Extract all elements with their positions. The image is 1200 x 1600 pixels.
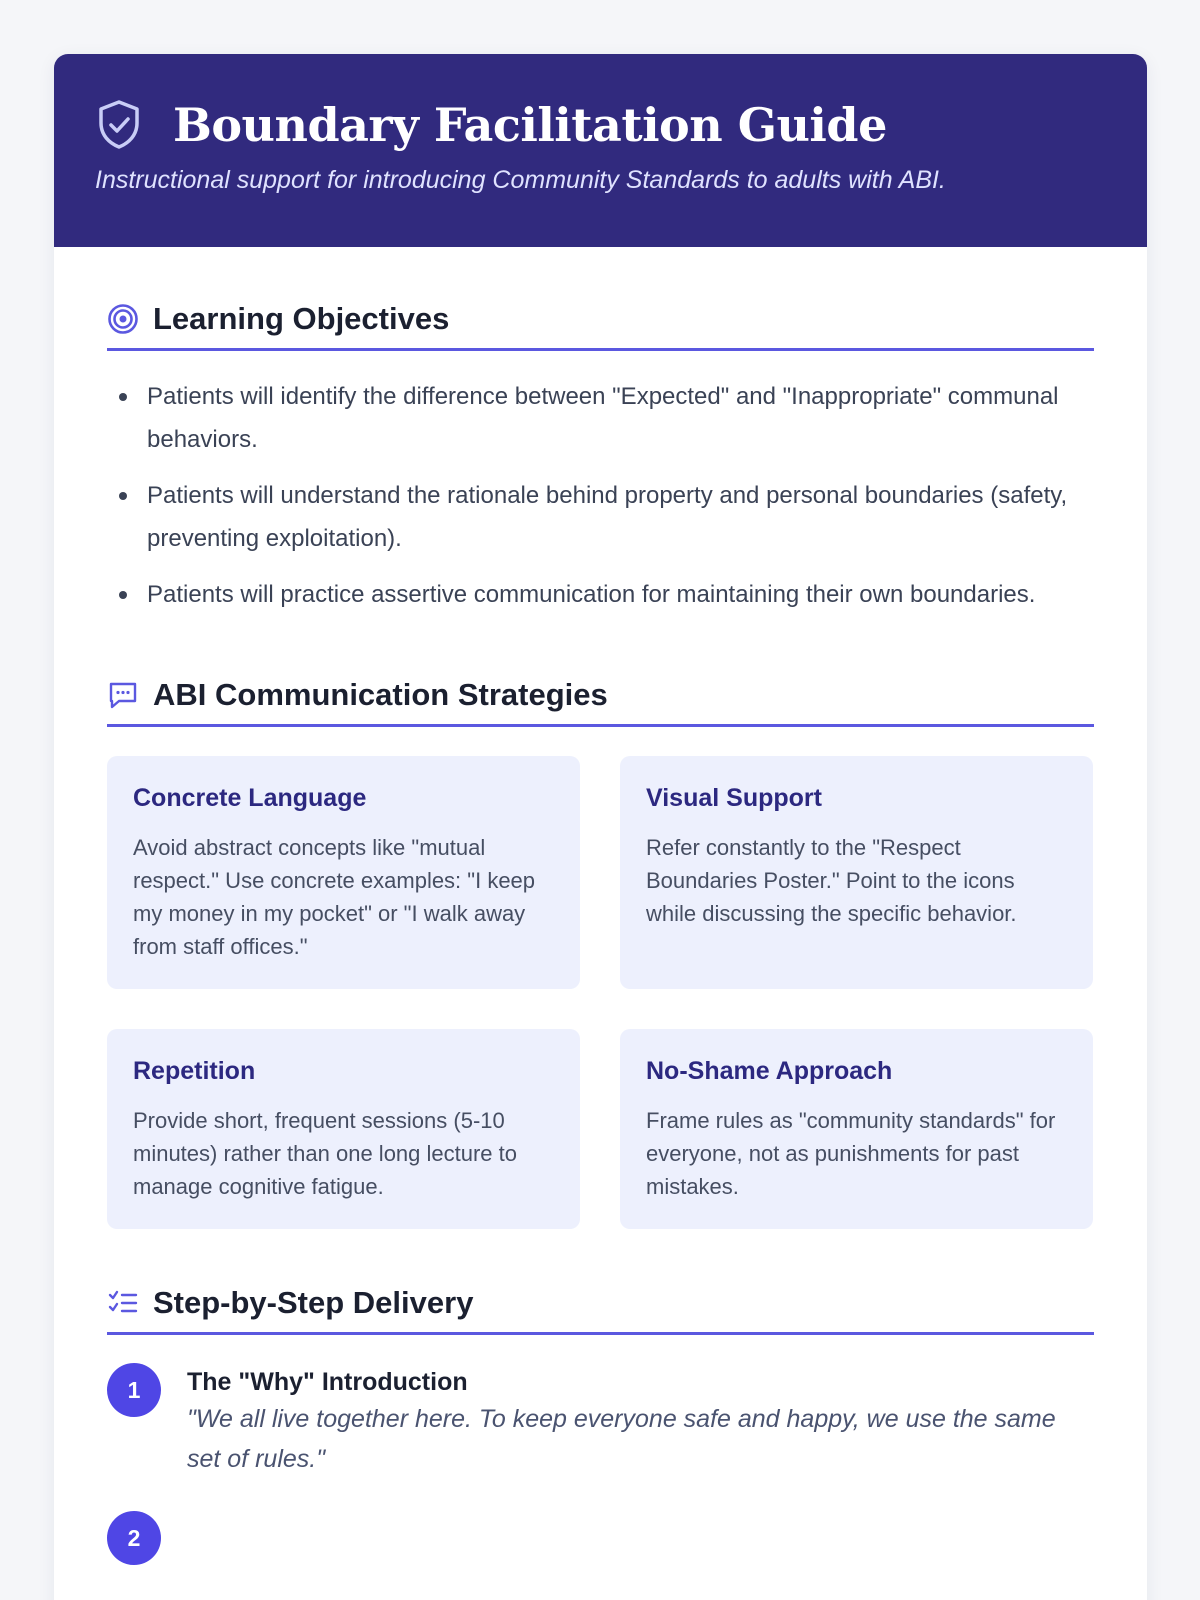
strategy-title: Concrete Language (133, 784, 367, 812)
objectives-list (107, 375, 1094, 616)
objectives-section (107, 295, 1094, 616)
strategy-card (107, 1029, 580, 1229)
strategy-card (620, 1029, 1093, 1229)
delivery-heading (107, 1279, 1094, 1335)
strategies-grid (107, 756, 1094, 1229)
strategy-body: Refer constantly to the "Respect Boundaries Poster." Point to the icons while discussing the specific behavior. (646, 835, 1017, 926)
steps-list (107, 1363, 1094, 1565)
step-number-badge: 1 (107, 1363, 161, 1417)
guide-content (54, 247, 1147, 1565)
shield-check-icon (95, 99, 143, 151)
strategy-card (107, 756, 580, 989)
page-subtitle: Instructional support for introducing Community Standards to adults with ABI. (95, 166, 946, 194)
delivery-section (107, 1279, 1094, 1565)
objective-item: Patients will understand the rationale behind property and personal boundaries (safety, preventing exploitation). (107, 474, 1094, 560)
strategy-title: Repetition (133, 1057, 256, 1085)
step-quote: "We all live together here. To keep everyone safe and happy, we use the same set of rules." (187, 1405, 1056, 1473)
strategies-title: ABI Communication Strategies (153, 676, 608, 712)
strategy-body: Avoid abstract concepts like "mutual respect." Use concrete examples: "I keep my money in my pocket" or "I walk away from staff offices." (133, 835, 536, 959)
target-icon (107, 303, 139, 335)
strategy-card (620, 756, 1093, 989)
guide-card (54, 54, 1147, 1600)
step-item (107, 1363, 1094, 1479)
delivery-title: Step-by-Step Delivery (153, 1284, 474, 1320)
strategy-title: No-Shame Approach (646, 1057, 893, 1085)
guide-header (54, 54, 1147, 247)
strategies-section (107, 671, 1094, 1229)
objective-item: Patients will practice assertive communication for maintaining their own boundaries. (107, 573, 1094, 616)
strategy-title: Visual Support (646, 784, 822, 812)
checklist-icon (107, 1287, 139, 1319)
objectives-heading (107, 295, 1094, 351)
objectives-title: Learning Objectives (153, 300, 450, 336)
message-dots-icon (107, 679, 139, 711)
header-title-row (95, 92, 1106, 158)
strategies-heading (107, 671, 1094, 727)
step-number-badge: 2 (107, 1511, 161, 1565)
page-title: Boundary Facilitation Guide (173, 98, 887, 152)
step-item (107, 1511, 1094, 1565)
objective-item: Patients will identify the difference between "Expected" and "Inappropriate" communal behaviors. (107, 375, 1094, 461)
strategy-body: Provide short, frequent sessions (5-10 minutes) rather than one long lecture to manage cognitive fatigue. (133, 1108, 518, 1199)
strategy-body: Frame rules as "community standards" for everyone, not as punishments for past mistakes. (646, 1108, 1056, 1199)
step-title: The "Why" Introduction (187, 1368, 468, 1396)
step-text (187, 1363, 1094, 1479)
